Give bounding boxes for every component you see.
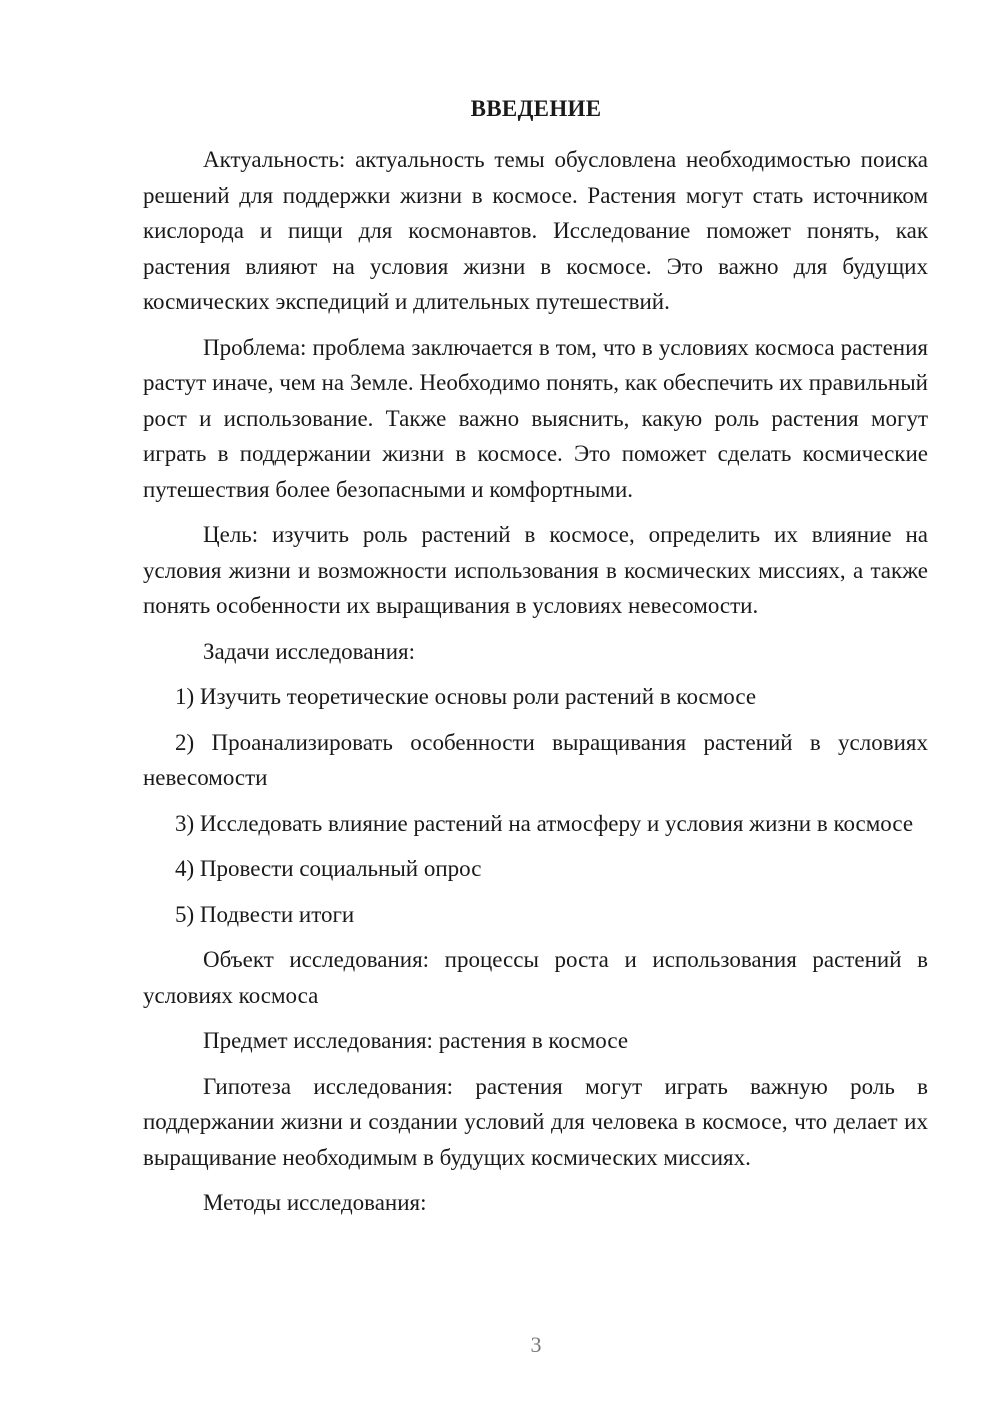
paragraph-tasks-heading: Задачи исследования: [203,638,416,664]
page-number: 3 [530,1332,542,1357]
task-item: 2) Проанализировать особенности выращивания растений в условиях невесомости [143,729,928,790]
paragraph-object: Объект исследования: процессы роста и использования растений в условиях космоса [143,947,928,1008]
body-text [143,142,928,1231]
task-item: 5) Подвести итоги [175,901,355,927]
paragraph-goal: Цель: изучить роль растений в космосе, определить их влияние на условия жизни и возможности использования в космических миссиях, а также понять особенности их выращивания в условиях невесомости. [143,522,928,618]
task-item: 4) Провести социальный опрос [175,856,482,881]
paragraph-relevance: Актуальность: актуальность темы обусловлена необходимостью поиска решений для поддержки жизни в космосе. Растения могут стать источником кислорода и пищи для космонавтов. Исследование поможет понять, как растения влияют на условия жизни в космосе. Это важно для будущих космических экспедиций и длительных путешествий. [143,147,928,314]
paragraph-hypothesis: Гипотеза исследования: растения могут играть важную роль в поддержании жизни и создании условий для человека в космосе, что делает их выращивание необходимым в будущих космических миссиях. [143,1073,928,1170]
paragraph-problem: Проблема: проблема заключается в том, что в условиях космоса растения растут иначе, чем на Земле. Необходимо понять, как обеспечить их правильный рост и использование. Также важно выяснить, какую роль растения могут играть в поддержании жизни в космосе. Это поможет сделать космические путешествия более безопасными и комфортными. [143,334,928,502]
section-heading: ВВЕДЕНИЕ [470,96,602,121]
paragraph-methods: Методы исследования: [203,1190,427,1215]
task-item: 1) Изучить теоретические основы роли растений в космосе [175,684,757,709]
task-item: 3) Исследовать влияние растений на атмосферу и условия жизни в космосе [175,810,914,836]
paragraph-subject: Предмет исследования: растения в космосе [203,1028,629,1053]
